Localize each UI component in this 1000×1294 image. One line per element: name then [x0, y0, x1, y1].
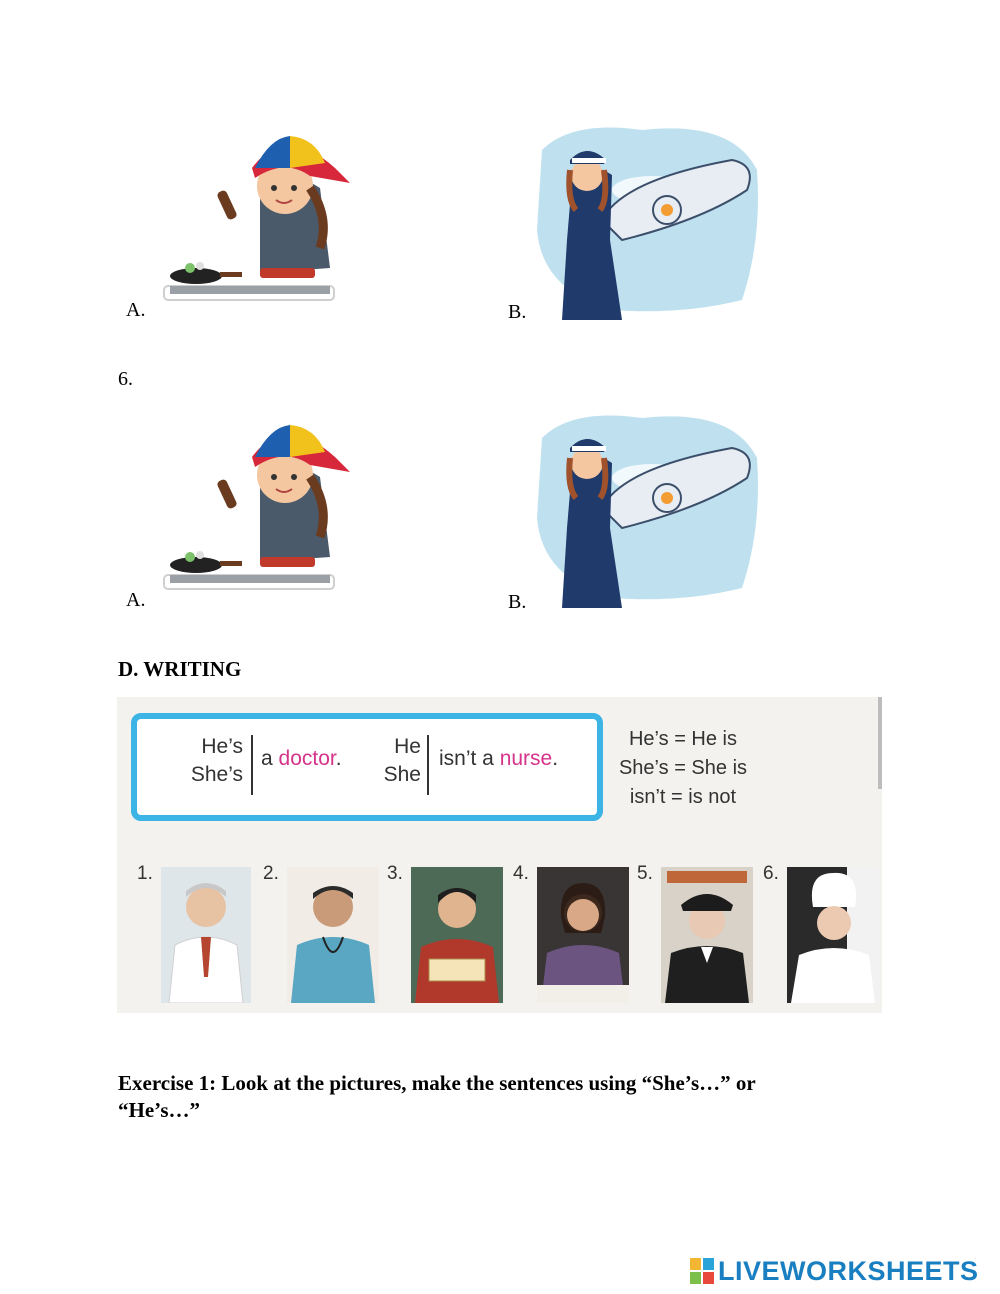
option-a-label: A. [126, 589, 146, 611]
option-a-label: A. [126, 299, 146, 321]
student-photo[interactable] [537, 867, 629, 1003]
option-b-label: B. [508, 301, 527, 323]
subject-he: He [394, 735, 421, 758]
logo-mark-icon [690, 1258, 714, 1284]
contraction-notes [603, 725, 763, 812]
teacher-photo[interactable] [411, 867, 503, 1003]
negative-phrase [439, 747, 558, 771]
picture-number: 3. [387, 863, 403, 884]
note-is-not: isn’t = is not [629, 786, 737, 808]
logo-wordmark: LIVEWORKSHEETS [718, 1255, 979, 1286]
question-number: 6. [118, 368, 133, 390]
exercise-line-2: “He’s…” [118, 1098, 201, 1122]
positive-subjects [147, 733, 243, 789]
positive-word: doctor [278, 747, 336, 770]
nurse-photo[interactable] [287, 867, 379, 1003]
doctor-photo[interactable] [161, 867, 251, 1003]
negative-period: . [552, 747, 559, 770]
subject-she: She [383, 763, 421, 786]
pilot-woman-image[interactable] [532, 120, 762, 320]
picture-number: 6. [763, 863, 779, 884]
negative-word: nurse [499, 747, 553, 770]
chef-photo[interactable] [787, 867, 879, 1003]
grammar-panel [117, 697, 882, 1013]
pilot-woman-image[interactable] [532, 408, 762, 608]
section-heading: D. WRITING [118, 657, 242, 681]
negative-subjects [351, 733, 421, 789]
note-he-is: He’s = He is [628, 728, 737, 750]
subject-she-contraction: She’s [190, 763, 243, 786]
picture-number: 1. [137, 863, 153, 884]
positive-period: . [335, 747, 342, 770]
liveworksheets-logo[interactable] [690, 1253, 979, 1289]
picture-number: 4. [513, 863, 529, 884]
divider [251, 735, 253, 795]
picture-number: 5. [637, 863, 653, 884]
subject-he-contraction: He’s [201, 735, 243, 758]
positive-phrase [261, 747, 342, 771]
exercise-line-1: Exercise 1: Look at the pictures, make the sentences using “She’s…” or [118, 1071, 756, 1095]
negative-verb: isn’t a [439, 747, 500, 770]
chef-girl-image[interactable] [160, 128, 360, 308]
exercise-instructions [118, 1070, 878, 1124]
divider [427, 735, 429, 795]
chef-girl-image[interactable] [160, 417, 360, 597]
grammar-box [131, 713, 603, 821]
positive-article: a [261, 747, 279, 770]
note-she-is: She’s = She is [618, 757, 748, 779]
pilot-photo[interactable] [661, 867, 753, 1003]
scan-edge [878, 697, 882, 789]
option-b-label: B. [508, 591, 527, 613]
picture-number: 2. [263, 863, 279, 884]
